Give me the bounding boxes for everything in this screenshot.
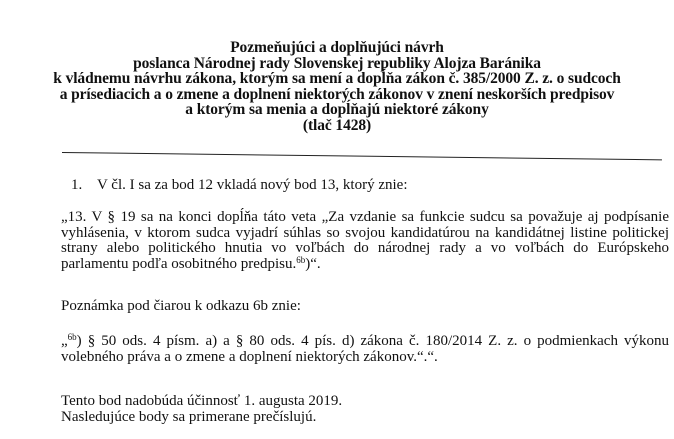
quote-line: „13. V § 19 sa na konci dopĺňa táto veta „Za vzdanie sa funkcie sudcu sa považuje aj podpísanie bbox=[61, 209, 669, 225]
title-line: a ktorým sa menia a dopĺňajú niektoré zákony bbox=[185, 101, 489, 118]
title-line: a prísediacich a o zmene a doplnení niektorých zákonov v znení neskorších predpisov bbox=[59, 85, 615, 103]
footnote-line: „$^{6b}$) § 50 ods. 4 písm. a) a § 80 ods. 4 pís. d) zákona č. 180/2014 Z. z. o podmienkach výkonu bbox=[61, 332, 669, 349]
quote-line-last: parlamentu podľa osobitného predpisu.$^{6b}$)“. bbox=[61, 254, 321, 272]
footnote-ref: 6b bbox=[67, 332, 77, 342]
title-line: k vládnemu návrhu zákona, ktorým sa mení a dopĺňa zákon č. 385/2000 Z. z. o sudcoch bbox=[53, 70, 621, 87]
effective-date-note bbox=[61, 393, 342, 425]
quote-line: strany alebo politického hnutia vo voľbách do národnej rady a vo voľbách do Európskeho bbox=[61, 240, 669, 256]
footnote-ref: 6b bbox=[296, 254, 306, 265]
title-line: poslanca Národnej rady Slovenskej republiky Alojza Baránika bbox=[133, 54, 541, 72]
effective-line: Tento bod nadobúda účinnosť 1. augusta 2019. bbox=[61, 393, 343, 409]
footnote-text bbox=[61, 334, 669, 365]
separator-line bbox=[62, 152, 662, 160]
item-number: 1. bbox=[71, 177, 83, 193]
title-line: Pozmeňujúci a doplňujúci návrh bbox=[230, 39, 444, 56]
document-title bbox=[40, 40, 634, 133]
renumber-line: Nasledujúce body sa primerane prečíslujú. bbox=[61, 409, 317, 425]
footnote-line: volebného práva a o zmene a doplnení niektorých zákonov.“.“. bbox=[61, 348, 438, 365]
item-text: V čl. I sa za bod 12 vkladá nový bod 13, ktorý znie: bbox=[97, 177, 408, 193]
amendment-item-1 bbox=[71, 178, 408, 193]
footnote-label: Poznámka pod čiarou k odkazu 6b znie: bbox=[61, 298, 301, 314]
quote-line: vyhlásenia, v ktorom sudca vyjadrí súhlas so svojou kandidatúrou na kandidátnej listine politickej bbox=[61, 224, 669, 241]
print-number: (tlač 1428) bbox=[302, 116, 372, 134]
quoted-amendment-text bbox=[61, 210, 669, 272]
